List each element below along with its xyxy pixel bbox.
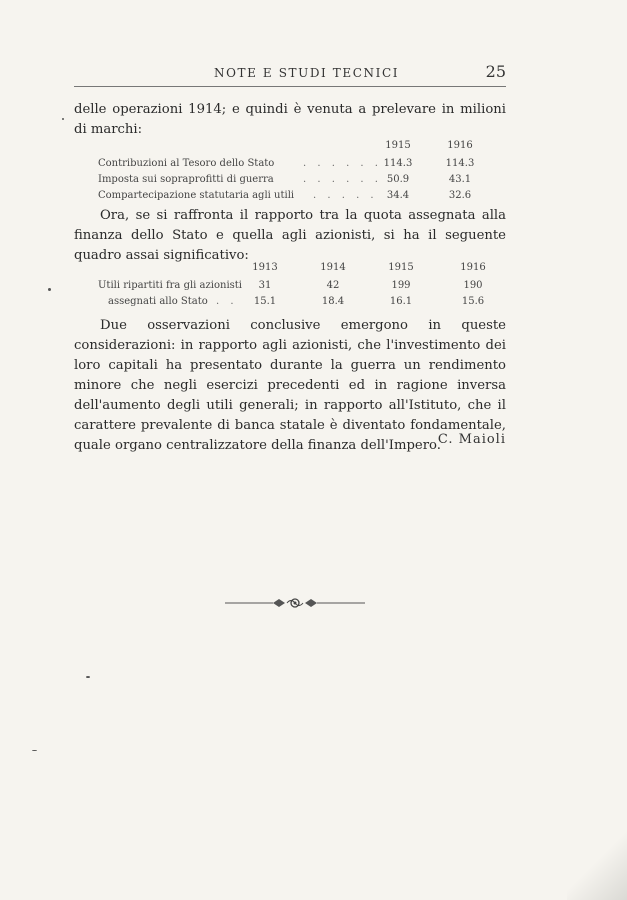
- column-header: 1914: [320, 262, 346, 273]
- table-cell: 16.1: [389, 296, 413, 307]
- running-head: [74, 64, 506, 84]
- row-label: Imposta sui sopraprofitti di guerra: [98, 174, 274, 185]
- print-speck: [86, 676, 90, 678]
- table-row: [98, 280, 508, 296]
- table-cell: 114.3: [445, 158, 475, 169]
- table-cell: 18.4: [321, 296, 345, 307]
- page-number: 25: [485, 62, 506, 81]
- column-header: 1916: [460, 262, 486, 273]
- print-speck: [48, 288, 51, 291]
- column-header: 1915: [385, 140, 411, 151]
- print-speck: [32, 750, 37, 751]
- table-cell: 34.4: [386, 190, 410, 201]
- paragraph-conclusion-text: Due osservazioni conclusive emergono in queste considerazioni: in rapporto agli azionisti, che l'investimento dei loro capitali ha presentato durante la guerra un rendimento minore che negli esercizi precedenti ed in ragione inversa dell'aumento degli utili generali; in rapporto all'Istituto, che il carattere prevalente di banca statale è diventato fondamentale, quale organo centralizzatore della finanza dell'Impero.: [74, 318, 506, 453]
- table-cell: 15.6: [461, 296, 485, 307]
- print-speck: [62, 118, 64, 120]
- paragraph-comparison-text: Ora, se si raffronta il rapporto tra la quota assegnata alla finanza dello Stato e quella agli azionisti, si ha il seguente quadro assai significativo:: [74, 208, 506, 263]
- leader-dots: . . . . . .: [303, 158, 382, 169]
- leader-dots: . .: [216, 296, 238, 307]
- row-label: Compartecipazione statutaria agli utili: [98, 190, 295, 201]
- table-header-row: [98, 262, 508, 278]
- column-header: 1916: [447, 140, 473, 151]
- column-header: 1913: [252, 262, 278, 273]
- table-cell: 31: [258, 280, 272, 291]
- page-corner-wear: [567, 820, 627, 900]
- leader-dots: . . . . .: [313, 190, 378, 201]
- table-cell: 190: [463, 280, 483, 291]
- table-row: [98, 296, 508, 312]
- table-contributions: [98, 140, 508, 206]
- row-label: Utili ripartiti fra gli azionisti: [98, 280, 242, 291]
- leader-dots: . . . . . .: [303, 174, 382, 185]
- table-cell: 114.3: [383, 158, 413, 169]
- ornament-divider: [225, 596, 365, 610]
- table-profits: [98, 262, 508, 312]
- paragraph-comparison: [74, 206, 506, 266]
- column-header: 1915: [388, 262, 414, 273]
- table-cell: 32.6: [448, 190, 472, 201]
- table-cell: 15.1: [253, 296, 277, 307]
- table-cell: 50.9: [386, 174, 410, 185]
- table-cell: 42: [326, 280, 340, 291]
- row-label: assegnati allo Stato: [108, 296, 208, 307]
- row-label: Contribuzioni al Tesoro dello Stato: [98, 158, 275, 169]
- author-signature: C. Maioli: [437, 432, 506, 447]
- table-cell: 43.1: [448, 174, 472, 185]
- table-header-row: [98, 140, 508, 156]
- table-row: [98, 174, 508, 190]
- paragraph-intro: delle operazioni 1914; e quindi è venuta a prelevare in milioni di marchi:: [74, 102, 506, 137]
- header-rule: [74, 86, 506, 87]
- table-cell: 199: [391, 280, 411, 291]
- table-row: [98, 190, 508, 206]
- table-row: [98, 158, 508, 174]
- running-title: NOTE E STUDI TECNICI: [214, 66, 400, 80]
